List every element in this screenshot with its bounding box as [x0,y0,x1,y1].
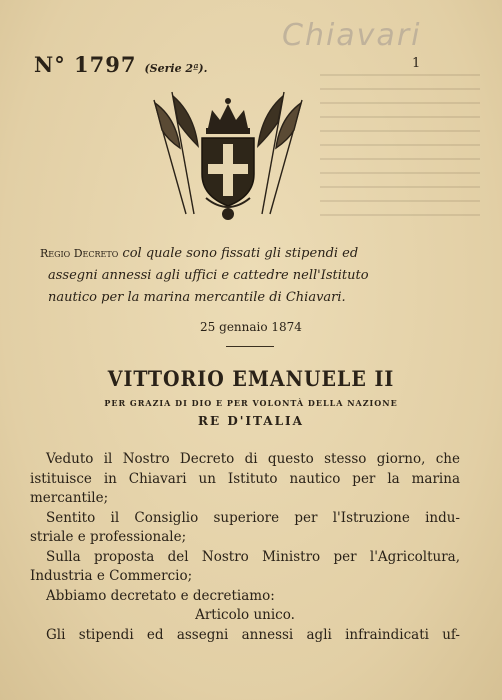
king-name: VITTORIO EMANUELE II [107,366,395,392]
body-line: Industria e Commercio; [30,568,193,584]
body-line: istituisce in Chiavari un Istituto nautico per la marina [30,470,460,487]
king-title: RE D'ITALIA [198,414,304,428]
coat-of-arms-icon [146,88,310,224]
title-line-1: col quale sono fissati gli stipendi ed [122,246,359,261]
pencil-annotation: Chiavari [282,18,422,53]
body-line: striale e professionale; [30,529,187,545]
king-grace: PER GRAZIA DI DIO E PER VOLONTÀ DELLA NAZIONE [104,398,398,408]
title-lead: Regio Decreto [40,247,119,260]
body-line: Sulla proposta del Nostro Ministro per l'Agricoltura, [46,548,460,565]
body-line: Sentito il Consiglio superiore per l'Istruzione indu- [46,509,460,526]
article-heading: Articolo unico. [195,607,295,623]
body-line: Abbiamo decretato e decretiamo: [46,587,275,604]
page-number: 1 [412,56,421,71]
title-line-2: assegni annessi agli uffici e cattedre nell'Istituto [48,268,369,283]
body-line: Gli stipendi ed assegni annessi agli infraindicati uf- [46,626,460,643]
divider [226,346,274,347]
decree-number: N° 1797 [34,52,137,77]
decree-title [40,243,470,309]
decree-series: (Serie 2ª). [144,62,208,75]
title-line-3: nautico per la marina mercantile di Chiavari. [48,290,346,305]
decree-header [34,52,207,77]
body-line: mercantile; [30,490,109,506]
decree-body [30,450,460,645]
bleed-through-text [320,74,480,254]
decree-date: 25 gennaio 1874 [200,320,302,334]
body-line: Veduto il Nostro Decreto di questo stesso giorno, che [46,451,460,467]
